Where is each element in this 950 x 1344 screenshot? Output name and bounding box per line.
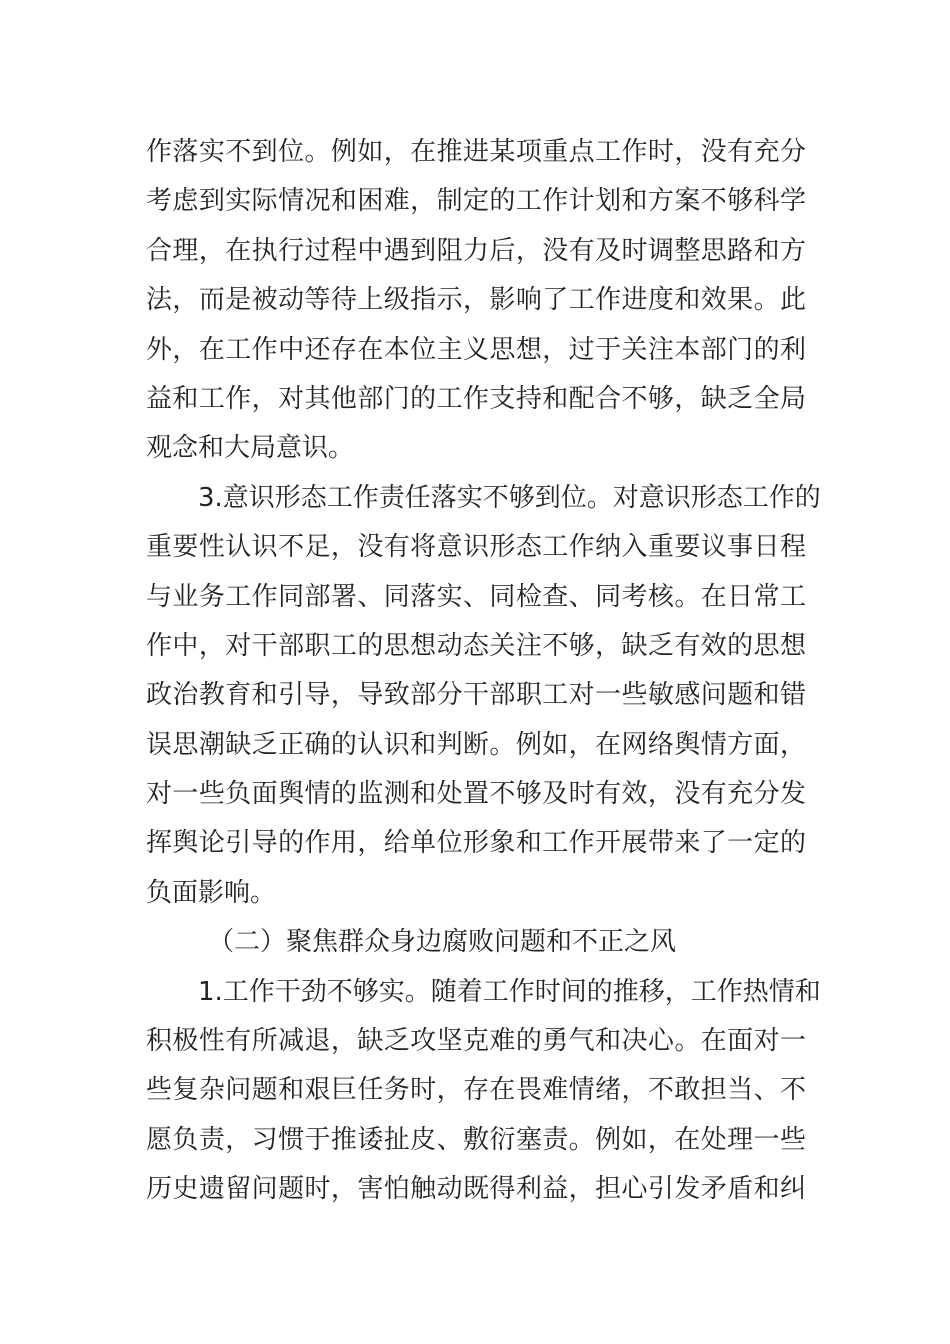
text-line: 外，在工作中还存在本位主义思想，过于关注本部门的利 [146, 334, 806, 365]
text-line: 负面影响。 [146, 877, 277, 908]
text-line: 挥舆论引导的作用，给单位形象和工作开展带来了一定的 [146, 828, 806, 859]
text-line: 政治教育和引导，导致部分干部职工对一些敏感问题和错 [146, 680, 806, 711]
paragraph-start-line: 3.意识形态工作责任落实不够到位。对意识形态工作的 [198, 482, 821, 513]
text-line: 益和工作，对其他部门的工作支持和配合不够，缺乏全局 [146, 383, 806, 414]
text-line: 考虑到实际情况和困难，制定的工作计划和方案不够科学 [146, 186, 806, 217]
text-line: 积极性有所减退，缺乏攻坚克难的勇气和决心。在面对一 [146, 1026, 806, 1057]
text-line: 与业务工作同部署、同落实、同检查、同考核。在日常工 [146, 581, 806, 612]
text-line: 误思潮缺乏正确的认识和判断。例如，在网络舆情方面， [146, 729, 806, 760]
body-text [146, 128, 821, 1215]
text-line: 合理，在执行过程中遇到阻力后，没有及时调整思路和方 [146, 235, 806, 266]
text-line: 作中，对干部职工的思想动态关注不够，缺乏有效的思想 [146, 630, 806, 661]
text-line: 对一些负面舆情的监测和处置不够及时有效，没有充分发 [146, 779, 806, 810]
text-line: 法，而是被动等待上级指示，影响了工作进度和效果。此 [146, 285, 806, 316]
text-line: 历史遗留问题时，害怕触动既得利益，担心引发矛盾和纠 [146, 1174, 806, 1205]
section-heading: （二）聚焦群众身边腐败问题和不正之风 [208, 927, 677, 958]
text-line: 观念和大局意识。 [146, 433, 355, 464]
text-line: 重要性认识不足，没有将意识形态工作纳入重要议事日程 [146, 532, 806, 563]
text-line: 作落实不到位。例如，在推进某项重点工作时，没有充分 [146, 137, 806, 167]
paragraph-start-line: 1.工作干劲不够实。随着工作时间的推移，工作热情和 [198, 976, 821, 1007]
text-line: 愿负责，习惯于推诿扯皮、敷衍塞责。例如，在处理一些 [146, 1124, 806, 1155]
text-line: 些复杂问题和艰巨任务时，存在畏难情绪，不敢担当、不 [146, 1075, 806, 1106]
